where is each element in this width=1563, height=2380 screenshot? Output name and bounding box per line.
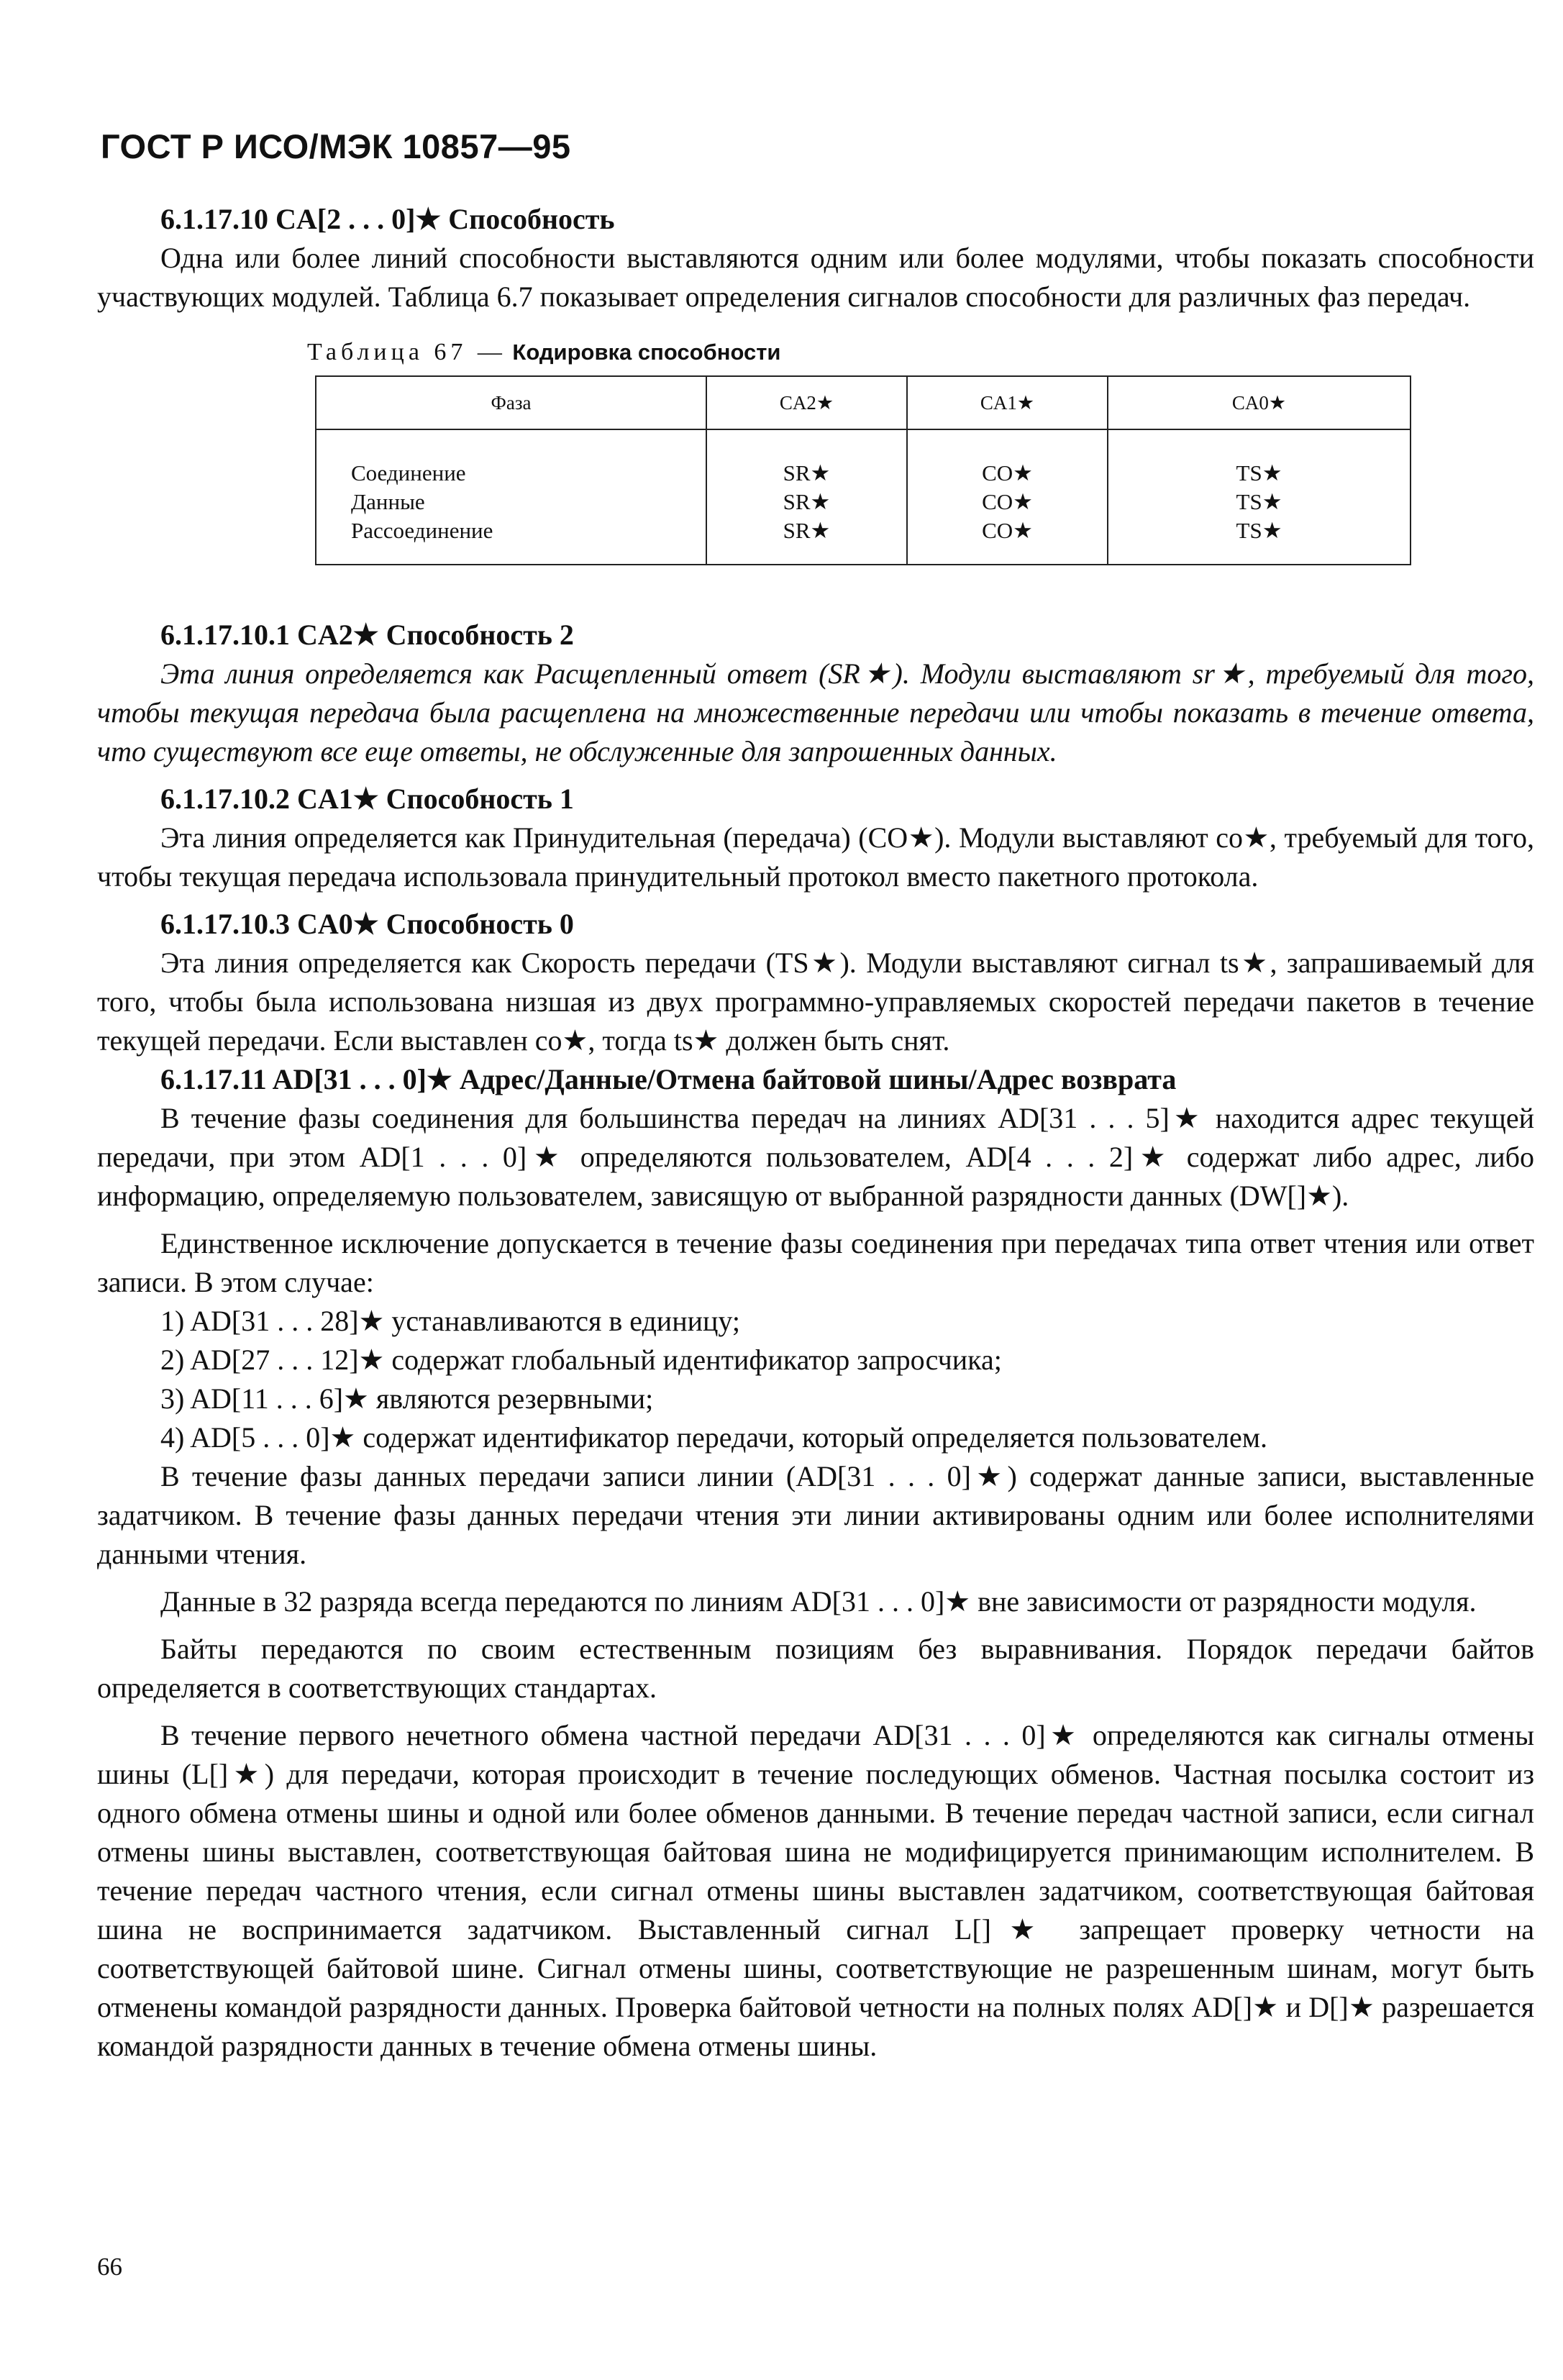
table-body-row xyxy=(316,429,1411,565)
document-header: ГОСТ Р ИСО/МЭК 10857—95 xyxy=(101,127,571,165)
section-heading-6-1-17-10-1: 6.1.17.10.1 CA2★ Способность 2 xyxy=(160,619,574,651)
table-caption-label: Таблица 67 — xyxy=(307,339,506,365)
table-phase-column xyxy=(316,429,706,565)
section-text-6-1-17-10-2: Эта линия определяется как Принудительная (передача) (CO★). Модули выставляют co★, требуемый для того, чтобы текущая передача использовала принудительный протокол вместо пакетного протокола. xyxy=(97,821,1534,893)
table-cell: SR★ xyxy=(783,460,831,485)
table-header-row xyxy=(316,376,1411,429)
page-number: 66 xyxy=(97,2253,122,2281)
table-header-ca2: CA2★ xyxy=(706,376,907,429)
section-heading-6-1-17-11: 6.1.17.11 AD[31 . . . 0]★ Адрес/Данные/Отмена байтовой шины/Адрес возврата xyxy=(160,1063,1177,1095)
table-cell: TS★ xyxy=(1236,489,1282,514)
list-item: 1) AD[31 . . . 28]★ устанавливаются в единицу; xyxy=(160,1305,741,1337)
list-item: 3) AD[11 . . . 6]★ являются резервными; xyxy=(160,1382,654,1415)
table-cell: SR★ xyxy=(783,489,831,514)
section-heading-6-1-17-10-2: 6.1.17.10.2 CA1★ Способность 1 xyxy=(160,783,574,815)
table-ca2-column xyxy=(706,429,907,565)
paragraph: Байты передаются по своим естественным позициям без выравнивания. Порядок передачи байтов определяется в соответствующих стандартах. xyxy=(97,1633,1534,1704)
table-ca1-column xyxy=(907,429,1108,565)
table-cell: CO★ xyxy=(982,460,1033,485)
section-text-6-1-17-10-1: Эта линия определяется как Расщепленный ответ (SR★). Модули выставляют sr★, требуемый для того, чтобы текущая передача была расщеплена на множественные передачи или чтобы показать в течение ответа, что существуют все еще ответы, не обслуженные для запрошенных данных. xyxy=(97,657,1534,767)
table-caption-title: Кодировка способности xyxy=(512,339,781,365)
table-cell: TS★ xyxy=(1236,518,1282,543)
table-caption xyxy=(307,338,1534,367)
table-header-ca1: CA1★ xyxy=(907,376,1108,429)
section-text-6-1-17-10-3: Эта линия определяется как Скорость передачи (TS★). Модули выставляют сигнал ts★, запрашиваемый для того, чтобы была использована низшая из двух программно-управляемых скоростей передачи пакетов в течение текущей передачи. Если выставлен co★, тогда ts★ должен быть снят. xyxy=(97,947,1534,1057)
table-header-ca0: CA0★ xyxy=(1108,376,1411,429)
table-cell: TS★ xyxy=(1236,460,1282,485)
list-item: 4) AD[5 . . . 0]★ содержат идентификатор передачи, который определяется пользователем. xyxy=(160,1421,1268,1454)
table-header-phase: Фаза xyxy=(316,376,706,429)
paragraph: В течение первого нечетного обмена частной передачи AD[31 . . . 0]★ определяются как сигналы отмены шины (L[]★) для передачи, которая происходит в течение последующих обменов. Частная посылка состоит из одного обмена отмены шины и одной или более обменов данными. В течение передач частной записи, если сигнал отмены шины выставлен, соответствующая байтовая шина не модифицируется принимающим исполнителем. В течение передач частного чтения, если сигнал отмены шины выставлен задатчиком, соответствующая байтовая шина не воспринимается задатчиком. Выставленный сигнал L[]★ запрещает проверку четности на соответствующей байтовой шине. Сигнал отмены шины, соответствующие не разрешенным шинам, могут быть отменены командой разрядности данных. Проверка байтовой четности на полных полях AD[]★ и D[]★ разрешается командой разрядности данных в течение обмена отмены шины. xyxy=(97,1719,1534,2062)
table-cell: CO★ xyxy=(982,518,1033,543)
table-cell: SR★ xyxy=(783,518,831,543)
table-cell: Рассоединение xyxy=(351,518,493,543)
paragraph: В течение фазы данных передачи записи линии (AD[31 . . . 0]★) содержат данные записи, выставленные задатчиком. В течение фазы данных передачи чтения эти линии активированы одним или более исполнителями данными чтения. xyxy=(97,1460,1534,1570)
list-item: 2) AD[27 . . . 12]★ содержат глобальный идентификатор запросчика; xyxy=(160,1344,1002,1376)
paragraph: Данные в 32 разряда всегда передаются по линиям AD[31 . . . 0]★ вне зависимости от разрядности модуля. xyxy=(160,1585,1477,1618)
section-text-6-1-17-10: Одна или более линий способности выставляются одним или более модулями, чтобы показать способности участвующих модулей. Таблица 6.7 показывает определения сигналов способности для различных фаз передач. xyxy=(97,242,1534,313)
table-cell: CO★ xyxy=(982,489,1033,514)
table-cell: Соединение xyxy=(351,460,466,485)
paragraph: В течение фазы соединения для большинства передач на линиях AD[31 . . . 5]★ находится адрес текущей передачи, при этом AD[1 . . . 0]★ определяются пользователем, AD[4 . . . 2]★ содержат либо адрес, либо информацию, определяемую пользователем, зависящую от выбранной разрядности данных (DW[]★). xyxy=(97,1102,1534,1212)
table-ca0-column xyxy=(1108,429,1411,565)
section-heading-6-1-17-10-3: 6.1.17.10.3 CA0★ Способность 0 xyxy=(160,908,574,940)
capability-coding-table xyxy=(315,375,1411,565)
paragraph: Единственное исключение допускается в течение фазы соединения при передачах типа ответ чтения или ответ записи. В этом случае: xyxy=(97,1227,1534,1298)
table-cell: Данные xyxy=(351,489,425,514)
page-content xyxy=(97,200,1534,2066)
section-heading-6-1-17-10: 6.1.17.10 CA[2 . . . 0]★ Способность xyxy=(160,203,615,235)
